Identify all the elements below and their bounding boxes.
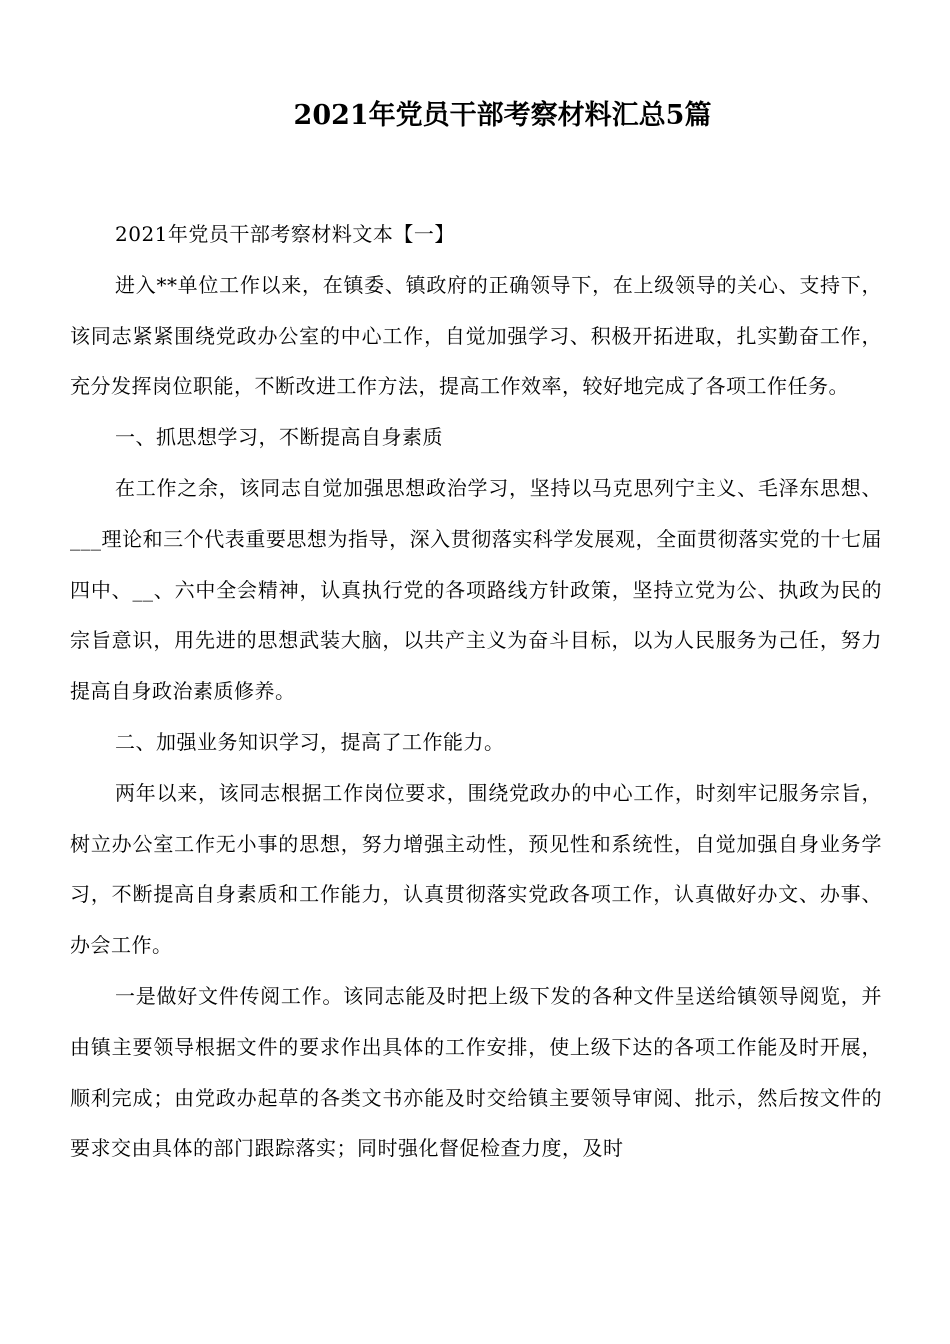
document-body — [70, 209, 882, 1174]
subsection-heading-2: 二、加强业务知识学习，提高了工作能力。 — [115, 729, 505, 754]
body-paragraph: 进入**单位工作以来，在镇委、镇政府的正确领导下，在上级领导的关心、支持下，该同志紧紧围绕党政办公室的中心工作，自觉加强学习、积极开拓进取，扎实勤奋工作，充分发挥岗位职能，不断改进工作方法，提高工作效率，较好地完成了各项工作任务。 — [70, 272, 882, 399]
document-title: 2021年党员干部考察材料汇总5篇 — [293, 100, 712, 131]
subsection-heading-1: 一、抓思想学习，不断提高自身素质 — [115, 425, 443, 450]
body-paragraph: 两年以来，该同志根据工作岗位要求，围绕党政办的中心工作，时刻牢记服务宗旨，树立办公室工作无小事的思想，努力增强主动性，预见性和系统性，自觉加强自身业务学习，不断提高自身素质和工作能力，认真贯彻落实党政各项工作，认真做好办文、办事、办会工作。 — [70, 780, 882, 958]
body-paragraph: 在工作之余，该同志自觉加强思想政治学习，坚持以马克思列宁主义、毛泽东思想、___理论和三个代表重要思想为指导，深入贯彻落实科学发展观，全面贯彻落实党的十七届四中、__、六中全会精神，认真执行党的各项路线方针政策，坚持立党为公、执政为民的宗旨意识，用先进的思想武装大脑，以共产主义为奋斗目标，以为人民服务为己任，努力提高自身政治素质修养。 — [70, 475, 882, 704]
body-paragraph: 一是做好文件传阅工作。该同志能及时把上级下发的各种文件呈送给镇领导阅览，并由镇主要领导根据文件的要求作出具体的工作安排，使上级下达的各项工作能及时开展，顺利完成；由党政办起草的各类文书亦能及时交给镇主要领导审阅、批示，然后按文件的要求交由具体的部门跟踪落实；同时强化督促检查力度，及时 — [70, 983, 882, 1161]
section-heading-1: 2021年党员干部考察材料文本【一】 — [115, 222, 455, 246]
